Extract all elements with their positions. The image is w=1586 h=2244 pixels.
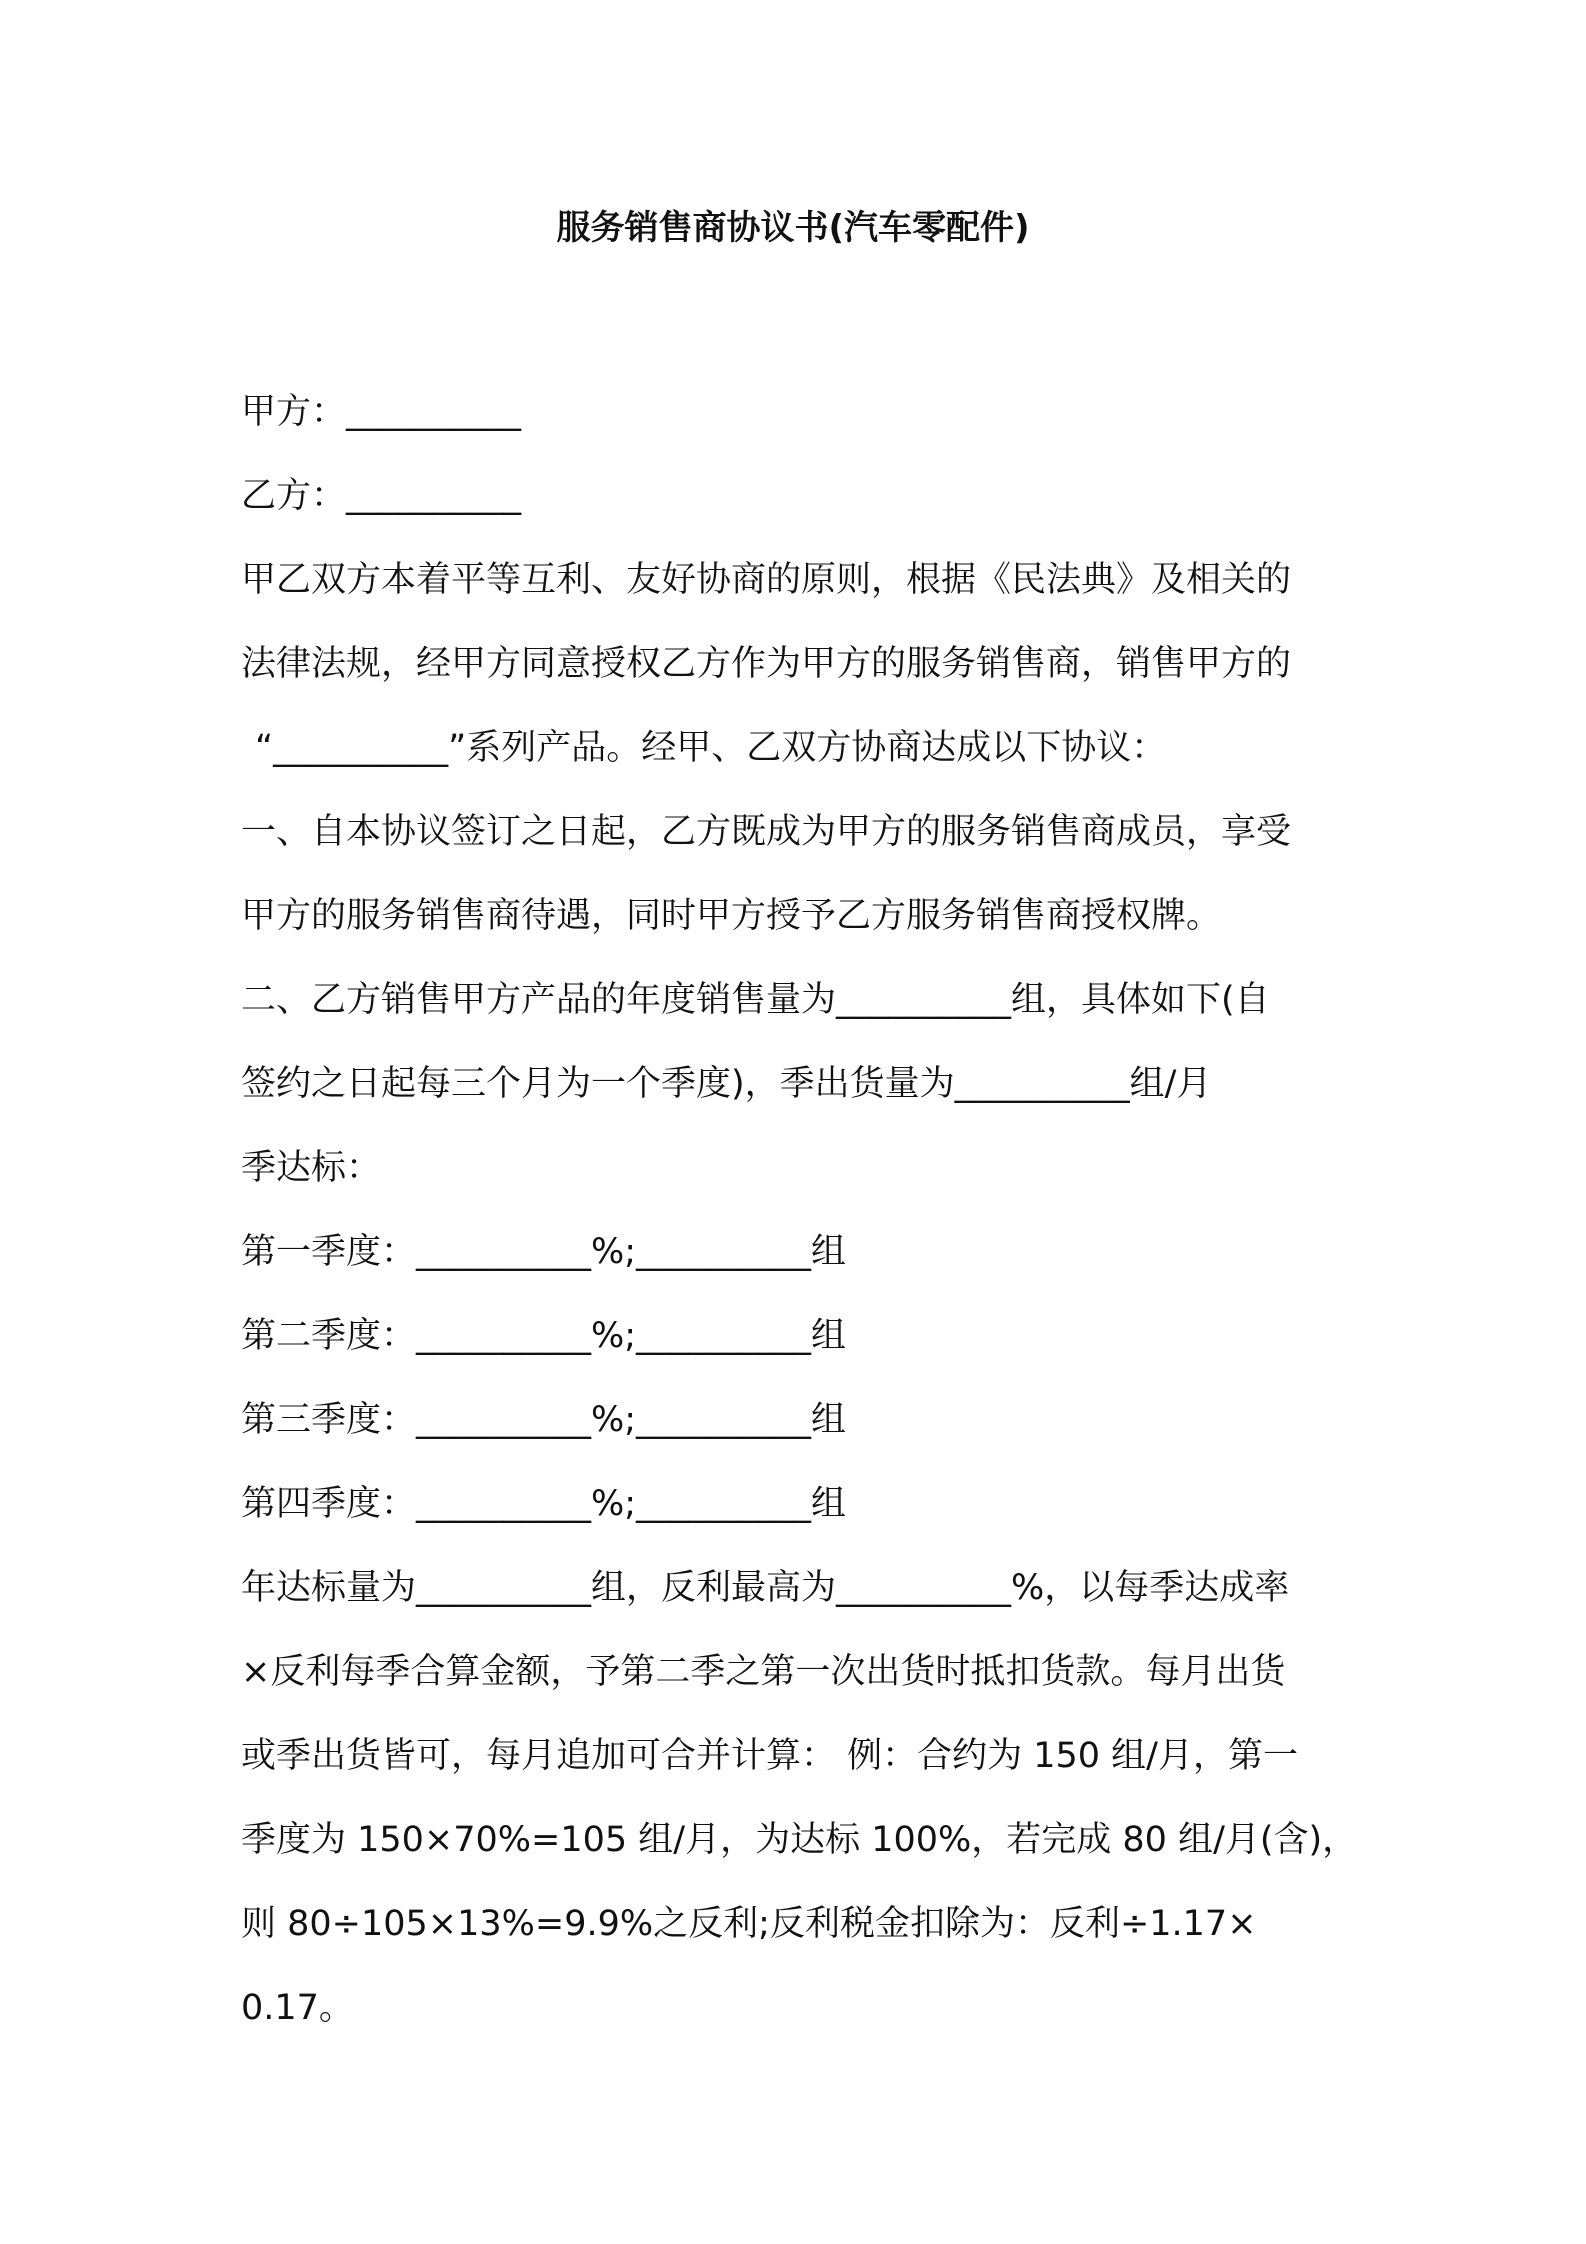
quarter-1-target: 第一季度：__________%;__________组 bbox=[241, 1232, 847, 1272]
clause-2-line-2: 签约之日起每三个月为一个季度)，季出货量为__________组/月 bbox=[241, 1064, 1212, 1104]
quarter-4-target: 第四季度：__________%;__________组 bbox=[241, 1484, 847, 1524]
annual-target-line-3: 或季出货皆可，每月追加可合并计算： 例：合约为 150 组/月，第一 bbox=[241, 1736, 1298, 1776]
clause-2-line-1: 二、乙方销售甲方产品的年度销售量为__________组，具体如下(自 bbox=[241, 980, 1270, 1020]
party-b-line: 乙方：__________ bbox=[241, 476, 522, 516]
document-body bbox=[241, 370, 1361, 2050]
preamble-line-3: “__________”系列产品。经甲、乙双方协商达成以下协议： bbox=[255, 728, 1167, 768]
preamble-line-2: 法律法规，经甲方同意授权乙方作为甲方的服务销售商，销售甲方的 bbox=[241, 644, 1292, 684]
annual-target-line-1: 年达标量为__________组，反利最高为__________%，以每季达成率 bbox=[241, 1568, 1290, 1608]
annual-target-line-2: ×反利每季合算金额，予第二季之第一次出货时抵扣货款。每月出货 bbox=[241, 1652, 1286, 1692]
quarter-target-heading: 季达标： bbox=[241, 1148, 382, 1188]
clause-1-line-2: 甲方的服务销售商待遇，同时甲方授予乙方服务销售商授权牌。 bbox=[241, 896, 1222, 936]
annual-target-line-4: 季度为 150×70%=105 组/月，为达标 100%，若完成 80 组/月(含)， bbox=[241, 1820, 1358, 1860]
quarter-3-target: 第三季度：__________%;__________组 bbox=[241, 1400, 847, 1440]
quarter-2-target: 第二季度：__________%;__________组 bbox=[241, 1316, 847, 1356]
annual-target-line-6: 0.17。 bbox=[241, 1988, 354, 2028]
party-a-line: 甲方：__________ bbox=[241, 392, 522, 432]
preamble-line-1: 甲乙双方本着平等互利、友好协商的原则，根据《民法典》及相关的 bbox=[241, 560, 1292, 600]
annual-target-line-5: 则 80÷105×13%=9.9%之反利;反利税金扣除为：反利÷1.17× bbox=[241, 1904, 1257, 1944]
document-title: 服务销售商协议书(汽车零配件) bbox=[556, 208, 1030, 248]
clause-1-line-1: 一、自本协议签订之日起，乙方既成为甲方的服务销售商成员，享受 bbox=[241, 812, 1292, 852]
